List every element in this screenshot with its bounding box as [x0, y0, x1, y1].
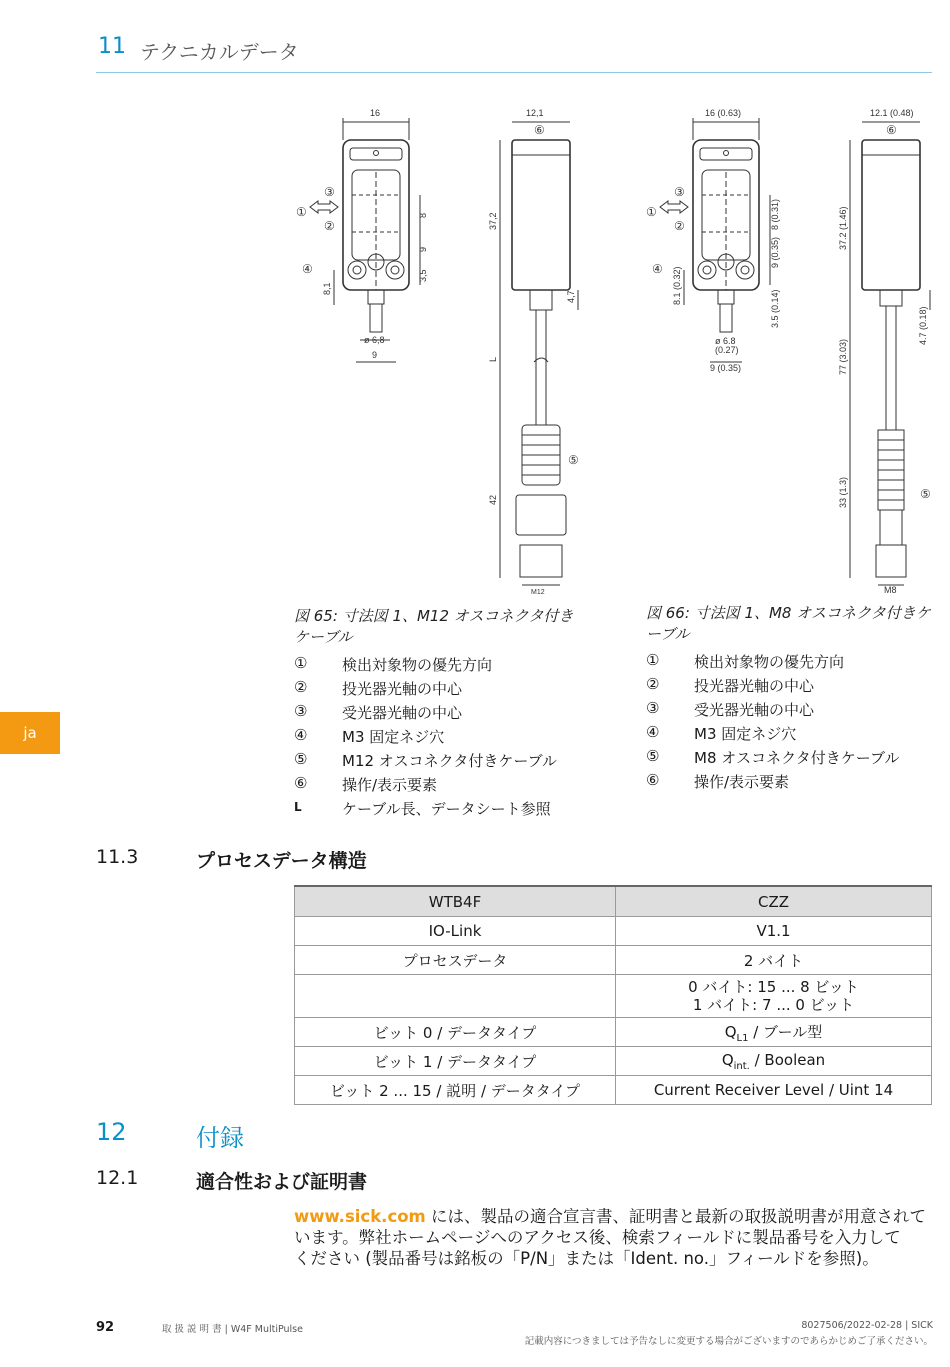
- marker: ⑤: [920, 487, 931, 501]
- legend-key: ①: [294, 654, 308, 672]
- document-reference: 8027506/2022-02-28 | SICK: [801, 1320, 933, 1331]
- document-name: 取 扱 説 明 書 | W4F MultiPulse: [162, 1324, 303, 1335]
- legend-text: ケーブル長、データシート参照: [342, 800, 551, 818]
- dim-label: 9: [418, 246, 428, 252]
- legend-key: ⑤: [646, 747, 660, 765]
- section-number: 11.3: [96, 846, 139, 868]
- legend-key: ⑤: [294, 750, 308, 768]
- language-tab: ja: [0, 712, 60, 754]
- dim-label: 8: [418, 212, 428, 218]
- dim-label: 12,1: [526, 108, 544, 118]
- dim-label: M12: [531, 589, 545, 596]
- dim-label: 9 (0.35): [770, 236, 780, 268]
- table-cell: プロセスデータ: [295, 946, 616, 975]
- data-type: / Boolean: [749, 1050, 826, 1069]
- marker: ③: [324, 185, 335, 199]
- paragraph-text: います。弊社ホームページへのアクセス後、検索フィールドに製品番号を入力して: [294, 1228, 901, 1247]
- dim-label: 37,2: [488, 212, 498, 230]
- section-number: 12.1: [96, 1167, 139, 1189]
- chapter-12-number: 12: [96, 1118, 127, 1146]
- table-cell: [616, 1018, 932, 1047]
- marker: ③: [674, 185, 685, 199]
- table-row: [295, 917, 932, 946]
- drawing-m8: [660, 118, 930, 585]
- table-cell: IO-Link: [295, 917, 616, 946]
- dim-label: 4.7 (0.18): [918, 306, 928, 345]
- table-cell: [616, 1047, 932, 1076]
- change-notice: 記載内容につきましては予告なしに変更する場合がございますのであらかじめご了承ください。: [524, 1336, 933, 1347]
- table-header: WTB4F: [295, 886, 616, 917]
- signal-subscript: int.: [733, 1060, 750, 1072]
- dim-label: 16: [370, 108, 381, 118]
- chapter-number: 11: [98, 34, 126, 59]
- dim-label: 77 (3.03): [838, 338, 848, 375]
- legend-key: ①: [646, 651, 660, 669]
- dim-label: 33 (1.3): [838, 476, 848, 508]
- dim-label: (0.27): [715, 345, 739, 355]
- chapter-12-title: 付録: [196, 1124, 244, 1152]
- legend-key: ④: [646, 723, 660, 741]
- table-cell: V1.1: [616, 917, 932, 946]
- sick-website-link[interactable]: www.sick.com: [294, 1207, 426, 1226]
- dim-label: ø 6.8: [715, 336, 736, 346]
- legend-text: 受光器光軸の中心: [342, 704, 463, 722]
- signal-name: Q: [721, 1050, 734, 1069]
- table-cell: ビット 1 / データタイプ: [295, 1047, 616, 1076]
- table-header-row: [295, 886, 932, 917]
- signal-subscript: L1: [736, 1032, 749, 1044]
- display-element: [350, 148, 402, 160]
- marker: ②: [324, 219, 335, 233]
- dim-label: 9 (0.35): [710, 363, 742, 373]
- page-number: 92: [96, 1320, 115, 1335]
- marker: ④: [652, 262, 663, 276]
- legend-text: 操作/表示要素: [342, 776, 438, 794]
- table-row: [295, 975, 932, 1018]
- legend-text: M3 固定ネジ穴: [342, 728, 445, 746]
- caption-line: 図 65: 寸法図 1、M12 オスコネクタ付き: [294, 607, 574, 625]
- marker: ①: [646, 205, 657, 219]
- direction-arrow: [310, 201, 338, 213]
- header-rule: [96, 72, 932, 73]
- cell-line: 0 バイト: 15 ... 8 ビット: [688, 978, 859, 996]
- process-data-table: [294, 885, 932, 1105]
- dim-label: 16 (0.63): [705, 108, 742, 118]
- dim-label: 3.5 (0.14): [770, 289, 780, 328]
- legend-text: 操作/表示要素: [694, 773, 790, 791]
- dimension-drawings: [290, 100, 940, 610]
- legend-text: M12 オスコネクタ付きケーブル: [342, 752, 557, 770]
- legend-text: M8 オスコネクタ付きケーブル: [694, 749, 900, 767]
- legend-text: 投光器光軸の中心: [342, 680, 463, 698]
- table-cell: ビット 0 / データタイプ: [295, 1018, 616, 1047]
- table-cell: ビット 2 ... 15 / 説明 / データタイプ: [295, 1076, 616, 1105]
- legend-key: L: [294, 800, 302, 814]
- legend-key: ②: [294, 678, 308, 696]
- drawing-m12: [310, 118, 578, 585]
- table-cell: 2 バイト: [616, 946, 932, 975]
- table-row: [295, 1076, 932, 1105]
- dim-label: M8: [884, 585, 897, 595]
- paragraph-text: には、製品の適合宣言書、証明書と最新の取扱説明書が用意されて: [425, 1207, 927, 1226]
- legend-text: 検出対象物の優先方向: [342, 656, 493, 674]
- legend-text: 投光器光軸の中心: [694, 677, 815, 695]
- marker: ⑥: [886, 123, 897, 137]
- table-cell: Current Receiver Level / Uint 14: [616, 1076, 932, 1105]
- dim-label: 12.1 (0.48): [870, 108, 914, 118]
- indicator-led: [374, 151, 379, 156]
- dim-label: 37.2 (1.46): [838, 206, 848, 250]
- legend-key: ⑥: [646, 771, 660, 789]
- dim-label: 8.1 (0.32): [672, 266, 682, 305]
- marker: ④: [302, 262, 313, 276]
- dim-label: 8 (0.31): [770, 198, 780, 230]
- figure-66-caption: [646, 603, 931, 645]
- caption-line: ケーブル: [294, 628, 353, 646]
- table-row: [295, 946, 932, 975]
- section-title: プロセスデータ構造: [196, 850, 367, 872]
- cell-line: 1 バイト: 7 ... 0 ビット: [692, 996, 855, 1014]
- legend-key: ③: [646, 699, 660, 717]
- dim-label: 42: [488, 494, 498, 505]
- marker: ⑥: [534, 123, 545, 137]
- chapter-title: テクニカルデータ: [140, 40, 299, 64]
- figure-65-legend: [294, 654, 614, 824]
- figure-65-caption: [294, 606, 573, 648]
- conformity-paragraph: [294, 1206, 934, 1269]
- drawing-m8-labels: [646, 108, 931, 595]
- legend-key: ④: [294, 726, 308, 744]
- mounting-hole-right: [386, 261, 404, 279]
- paragraph-text: ください (製品番号は銘板の「P/N」または「Ident. no.」フィールドを参照)。: [294, 1249, 879, 1268]
- signal-name: Q: [724, 1022, 737, 1041]
- marker: ①: [296, 205, 307, 219]
- sensor-side-body: [512, 140, 570, 290]
- table-header: CZZ: [616, 886, 932, 917]
- dim-label: 3,5: [418, 269, 428, 282]
- caption-line: ーブル: [646, 625, 690, 643]
- legend-key: ③: [294, 702, 308, 720]
- section-title: 適合性および証明書: [196, 1171, 368, 1193]
- caption-line: 図 66: 寸法図 1、M8 オスコネクタ付きケ: [646, 604, 931, 622]
- mounting-hole-left: [348, 261, 366, 279]
- dim-label: 9: [372, 350, 378, 360]
- figure-66-legend: [646, 651, 936, 801]
- marker: ②: [674, 219, 685, 233]
- dim-label: 8,1: [322, 282, 332, 295]
- table-cell: [616, 975, 932, 1018]
- dim-label: 4,7: [566, 290, 576, 303]
- legend-text: 受光器光軸の中心: [694, 701, 815, 719]
- dim-label: L: [488, 356, 498, 362]
- legend-key: ⑥: [294, 774, 308, 792]
- table-row: [295, 1018, 932, 1047]
- legend-key: ②: [646, 675, 660, 693]
- dim-label: ø 6,8: [364, 335, 385, 345]
- marker: ⑤: [568, 453, 579, 467]
- legend-text: M3 固定ネジ穴: [694, 725, 797, 743]
- legend-text: 検出対象物の優先方向: [694, 653, 845, 671]
- table-row: [295, 1047, 932, 1076]
- table-cell: [295, 975, 616, 1018]
- sensor-side-body: [862, 140, 920, 290]
- data-type: / ブール型: [748, 1022, 823, 1041]
